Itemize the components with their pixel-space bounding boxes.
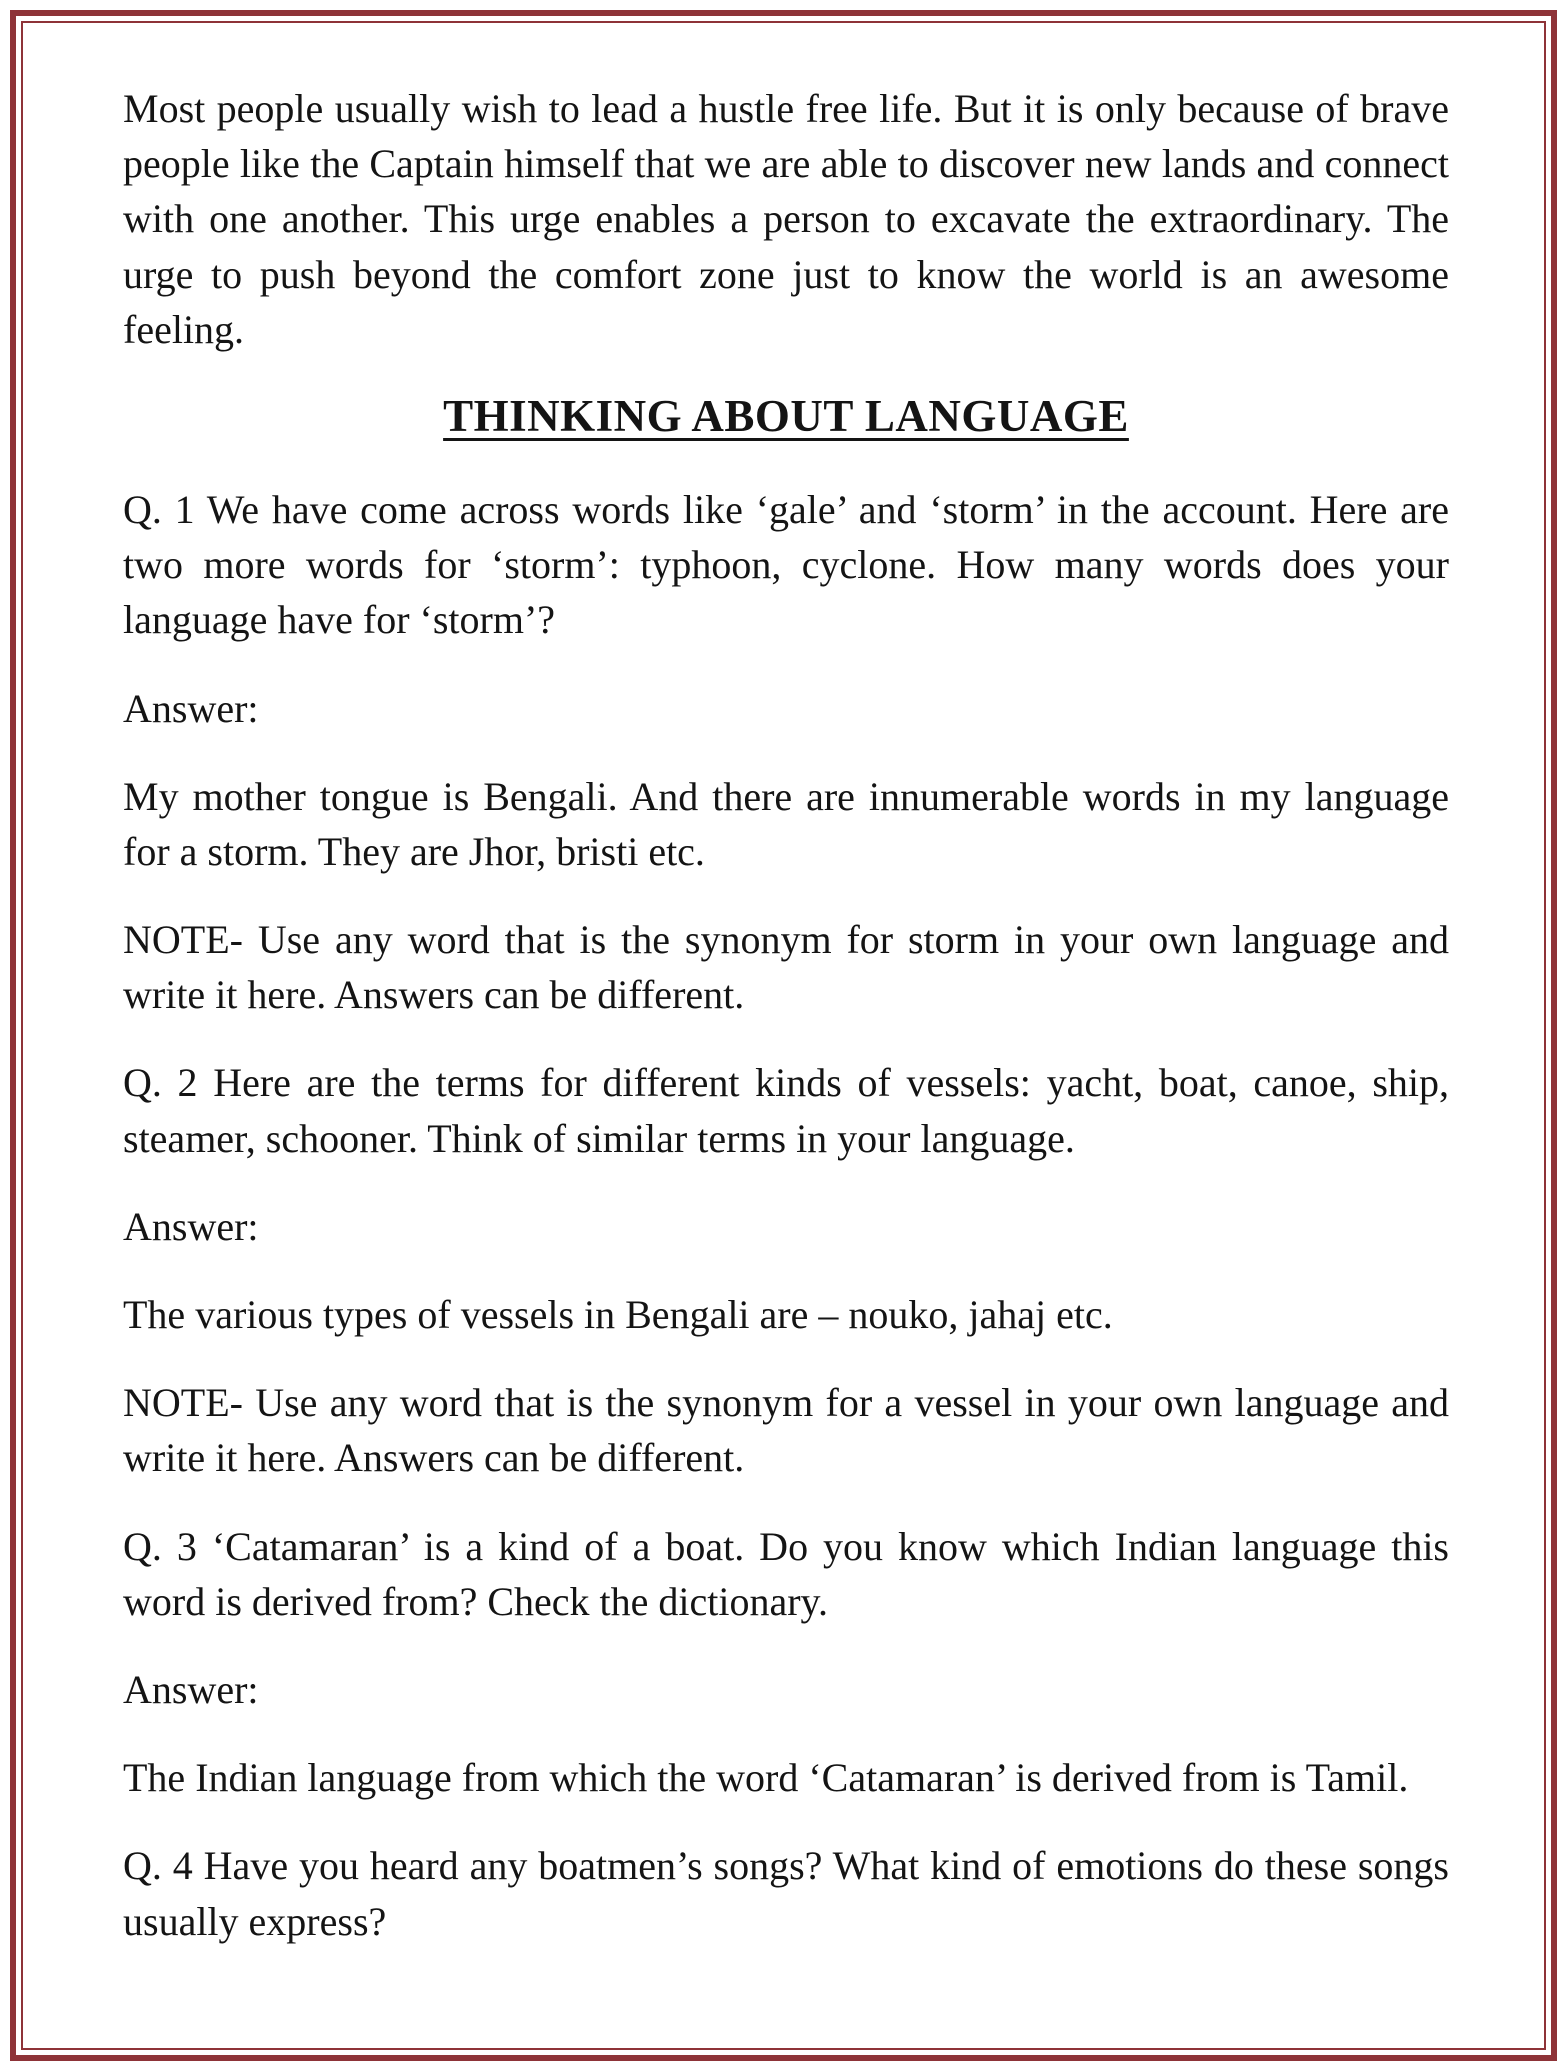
note-1: NOTE- Use any word that is the synonym for storm in your own language and write it here. Answers can be different. [123, 917, 1449, 1018]
page-outer-border [10, 10, 1557, 2061]
question-2: Q. 2 Here are the terms for different kinds of vessels: yacht, boat, canoe, ship, steamer, schooner. Think of similar terms in your language. [123, 1060, 1449, 1161]
intro-paragraph: Most people usually wish to lead a hustle free life. But it is only because of brave people like the Captain himself that we are able to discover new lands and connect with one another. This urge enables a person to excavate the extraordinary. The urge to push beyond the comfort zone just to know the world is an awesome feeling. [123, 86, 1449, 352]
question-4: Q. 4 Have you heard any boatmen’s songs? What kind of emotions do these songs usually express? [123, 1843, 1449, 1944]
note-2: NOTE- Use any word that is the synonym for a vessel in your own language and write it here. Answers can be different. [123, 1380, 1449, 1481]
answer-label-3: Answer: [123, 1666, 259, 1712]
answer-2: The various types of vessels in Bengali are – nouko, jahaj etc. [123, 1292, 1113, 1337]
page-inner-border [21, 21, 1546, 2050]
answer-label-2: Answer: [123, 1203, 259, 1249]
answer-1: My mother tongue is Bengali. And there are innumerable words in my language for a storm. They are Jhor, bristi etc. [123, 773, 1449, 874]
question-1: Q. 1 We have come across words like ‘gale’ and ‘storm’ in the account. Here are two more words for ‘storm’: typhoon, cyclone. How many words does your language have for ‘storm’? [123, 486, 1449, 643]
document-content [23, 23, 1544, 1949]
answer-3: The Indian language from which the word ‘Catamaran’ is derived from is Tamil. [123, 1755, 1409, 1801]
section-heading: THINKING ABOUT LANGUAGE [443, 390, 1129, 441]
answer-label-1: Answer: [123, 685, 259, 731]
question-3: Q. 3 ‘Catamaran’ is a kind of a boat. Do you know which Indian language this word is derived from? Check the dictionary. [123, 1523, 1449, 1624]
